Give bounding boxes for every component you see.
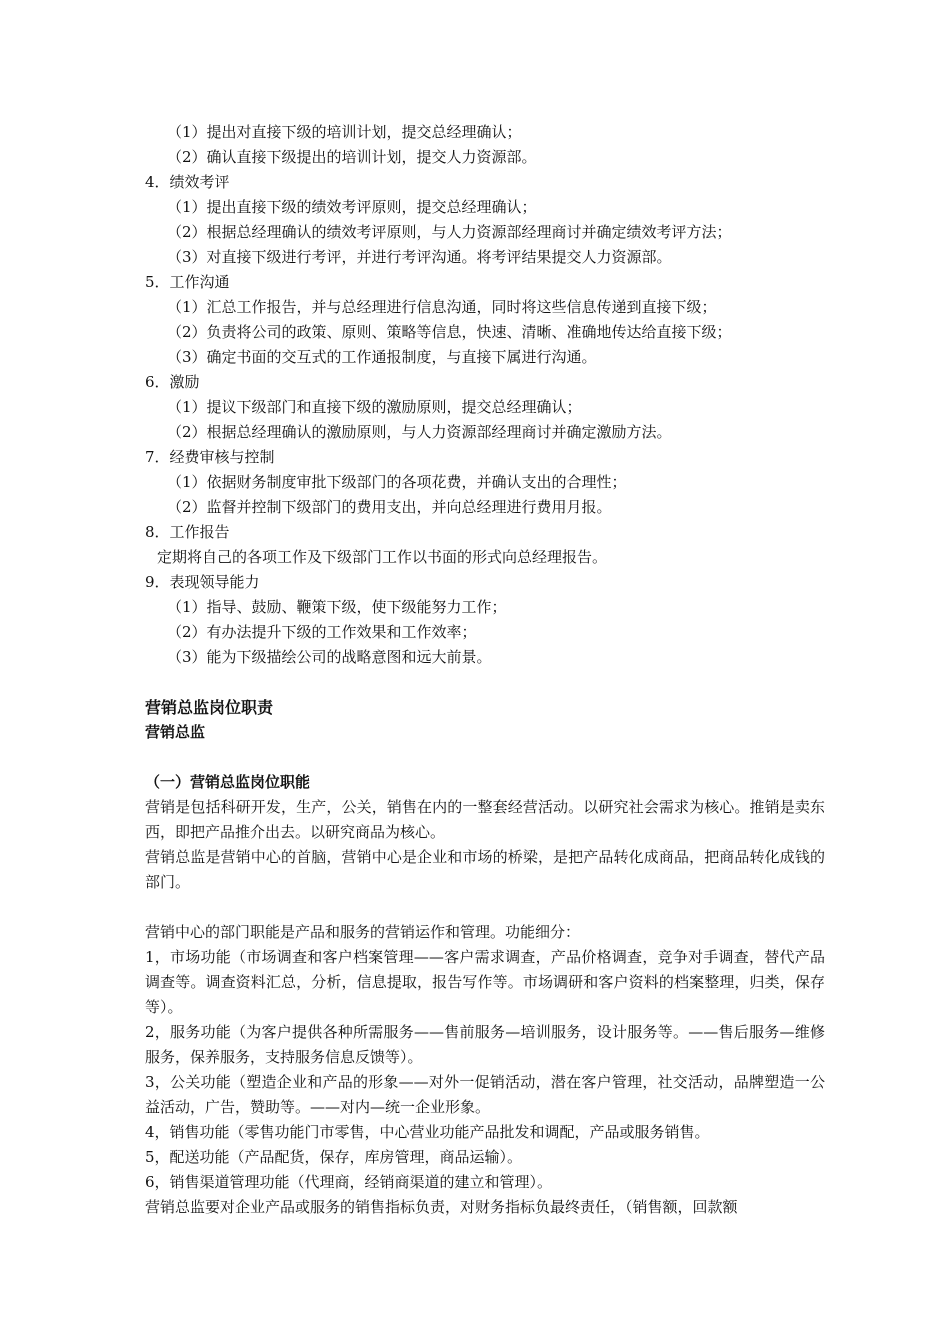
spacer (145, 895, 825, 920)
paragraph: 1，市场功能（市场调查和客户档案管理——客户需求调查，产品价格调查，竞争对手调查，替代产品调查等。调查资料汇总，分析，信息提取，报告写作等。市场调研和客户资料的档案整理，归类，保存等）。 (145, 948, 825, 1016)
list-item: （3）确定书面的交互式的工作通报制度，与直接下属进行沟通。 (167, 348, 597, 366)
list-item: （2）根据总经理确认的激励原则，与人力资源部经理商讨并确定激励方法。 (167, 423, 672, 441)
list-item: （1）指导、鼓励、鞭策下级，使下级能努力工作； (167, 598, 507, 616)
section-title: 营销总监岗位职责 (145, 698, 274, 717)
list-item: （2）根据总经理确认的绩效考评原则，与人力资源部经理商讨并确定绩效考评方法； (167, 223, 732, 241)
spacer (145, 745, 825, 770)
list-item: 定期将自己的各项工作及下级部门工作以书面的形式向总经理报告。 (157, 548, 608, 566)
list-item: （1）提议下级部门和直接下级的激励原则，提交总经理确认； (167, 398, 582, 416)
list-heading: 8．工作报告 (145, 523, 230, 541)
list-heading: 7．经费审核与控制 (145, 448, 275, 466)
paragraph: 营销总监是营销中心的首脑，营销中心是企业和市场的桥梁，是把产品转化成商品，把商品转化成钱的部门。 (145, 848, 825, 891)
paragraph: 5，配送功能（产品配货，保存，库房管理，商品运输）。 (145, 1148, 523, 1166)
section-subtitle: 营销总监 (145, 723, 206, 741)
paragraph: 营销是包括科研开发，生产，公关，销售在内的一整套经营活动。以研究社会需求为核心。推销是卖东西，即把产品推介出去。以研究商品为核心。 (145, 798, 825, 841)
paragraph: 营销中心的部门职能是产品和服务的营销运作和管理。功能细分： (145, 923, 581, 941)
paragraph: 营销总监要对企业产品或服务的销售指标负责，对财务指标负最终责任，（销售额，回款额 (145, 1198, 738, 1216)
section-heading: （一）营销总监岗位职能 (145, 773, 311, 791)
list-heading: 4．绩效考评 (145, 173, 230, 191)
list-heading: 6．激励 (145, 373, 200, 391)
list-item: （1）依据财务制度审批下级部门的各项花费，并确认支出的合理性； (167, 473, 627, 491)
paragraph: 2，服务功能（为客户提供各种所需服务——售前服务—培训服务，设计服务等。——售后服务—维修服务，保养服务，支持服务信息反馈等）。 (145, 1023, 825, 1066)
paragraph: 4，销售功能（零售功能门市零售，中心营业功能产品批发和调配，产品或服务销售。 (145, 1123, 710, 1141)
list-item: （3）对直接下级进行考评，并进行考评沟通。将考评结果提交人力资源部。 (167, 248, 672, 266)
list-item: （2）监督并控制下级部门的费用支出，并向总经理进行费用月报。 (167, 498, 612, 516)
spacer (145, 670, 825, 695)
list-item: （2）有办法提升下级的工作效果和工作效率； (167, 623, 477, 641)
list-item: （1）提出对直接下级的培训计划，提交总经理确认； (167, 123, 522, 141)
list-item: （1）汇总工作报告，并与总经理进行信息沟通，同时将这些信息传递到直接下级； (167, 298, 717, 316)
list-item: （1）提出直接下级的绩效考评原则，提交总经理确认； (167, 198, 537, 216)
list-item: （2）确认直接下级提出的培训计划，提交人力资源部。 (167, 148, 537, 166)
list-heading: 5．工作沟通 (145, 273, 230, 291)
duty-list (145, 120, 825, 670)
paragraph: 6，销售渠道管理功能（代理商，经销商渠道的建立和管理）。 (145, 1173, 553, 1191)
list-heading: 9．表现领导能力 (145, 573, 260, 591)
list-item: （3）能为下级描绘公司的战略意图和远大前景。 (167, 648, 492, 666)
paragraph: 3，公关功能（塑造企业和产品的形象——对外一促销活动，潜在客户管理，社交活动，品牌塑造一公益活动，广告，赞助等。——对内—统一企业形象。 (145, 1073, 825, 1116)
document-body (145, 120, 825, 1220)
list-item: （2）负责将公司的政策、原则、策略等信息，快速、清晰、准确地传达给直接下级； (167, 323, 732, 341)
